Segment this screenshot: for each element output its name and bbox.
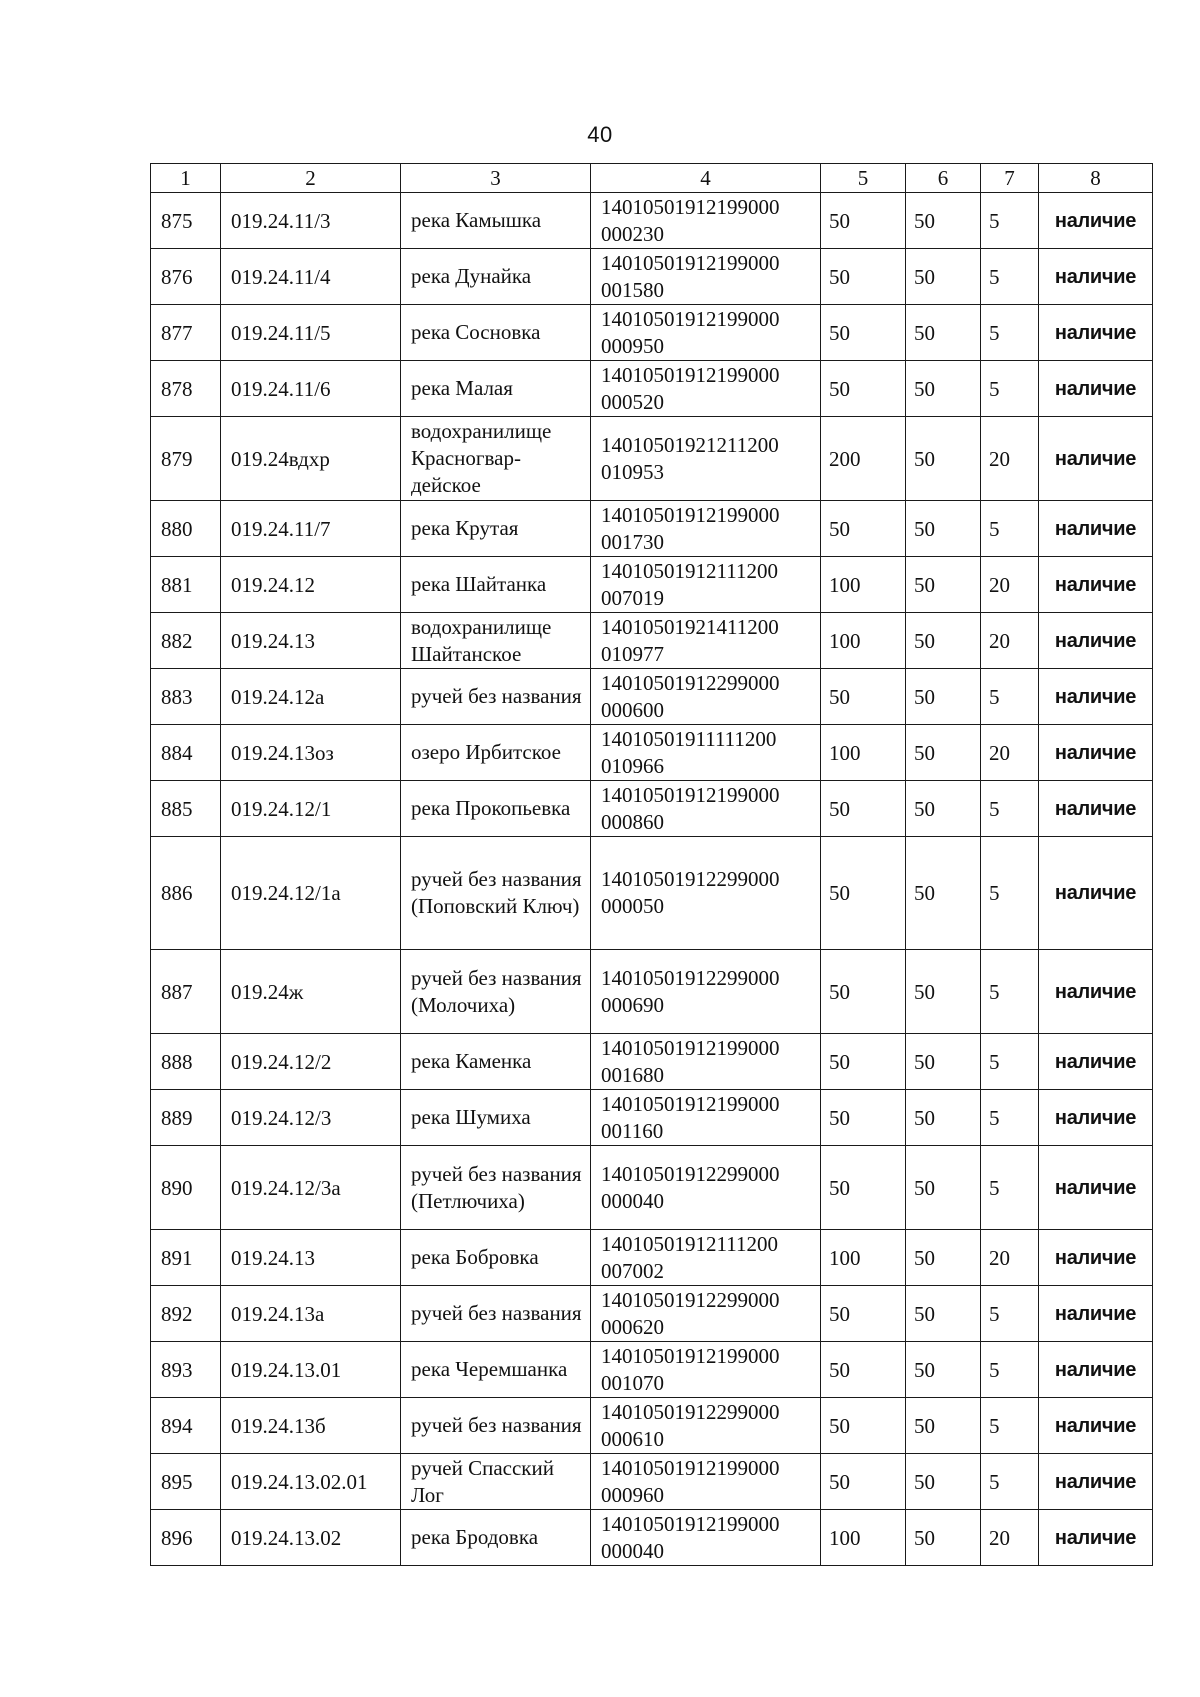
page-number: 40 <box>587 122 613 147</box>
cadastral-number-part1: 14010501912199000 <box>601 1511 780 1536</box>
water-body-name-cell: река Камышка <box>401 193 591 249</box>
column-5-cell: 50 <box>821 1454 906 1510</box>
column-6-cell: 50 <box>906 950 981 1034</box>
column-7-cell: 20 <box>981 1510 1039 1566</box>
row-number-cell: 888 <box>151 1034 221 1090</box>
cadastral-number-cell <box>591 557 821 613</box>
column-5-cell: 100 <box>821 557 906 613</box>
row-number-cell: 880 <box>151 501 221 557</box>
cadastral-number-part2: 010953 <box>601 459 664 484</box>
column-header: 5 <box>821 164 906 193</box>
code-cell: 019.24.11/3 <box>221 193 401 249</box>
table-row <box>151 361 1153 417</box>
cadastral-number-part1: 14010501912199000 <box>601 1091 780 1116</box>
cadastral-number-part1: 14010501912299000 <box>601 1161 780 1186</box>
cadastral-number-cell <box>591 501 821 557</box>
code-cell: 019.24.12/2 <box>221 1034 401 1090</box>
row-number-cell: 885 <box>151 781 221 837</box>
column-5-cell: 50 <box>821 1034 906 1090</box>
column-5-cell: 50 <box>821 1342 906 1398</box>
column-5-cell: 100 <box>821 1510 906 1566</box>
column-header: 3 <box>401 164 591 193</box>
code-cell: 019.24.12 <box>221 557 401 613</box>
cadastral-number-part2: 010966 <box>601 753 664 778</box>
column-5-cell: 50 <box>821 501 906 557</box>
cadastral-number-part1: 14010501912199000 <box>601 1343 780 1368</box>
column-5-cell: 50 <box>821 193 906 249</box>
cadastral-number-part1: 14010501912199000 <box>601 194 780 219</box>
code-cell: 019.24.13.01 <box>221 1342 401 1398</box>
row-number-cell: 890 <box>151 1146 221 1230</box>
code-cell: 019.24.13б <box>221 1398 401 1454</box>
status-cell: наличие <box>1039 193 1153 249</box>
column-5-cell: 50 <box>821 305 906 361</box>
cadastral-number-cell <box>591 1090 821 1146</box>
row-number-cell: 882 <box>151 613 221 669</box>
cadastral-number-part1: 14010501912199000 <box>601 1035 780 1060</box>
column-7-cell: 5 <box>981 249 1039 305</box>
cadastral-number-part2: 000050 <box>601 894 664 918</box>
row-number-cell: 893 <box>151 1342 221 1398</box>
water-bodies-table <box>150 163 1153 1566</box>
status-cell: наличие <box>1039 613 1153 669</box>
column-7-cell: 20 <box>981 557 1039 613</box>
code-cell: 019.24ж <box>221 950 401 1034</box>
code-cell: 019.24.13.02 <box>221 1510 401 1566</box>
column-7-cell: 20 <box>981 417 1039 501</box>
table-row <box>151 1454 1153 1510</box>
code-cell: 019.24.12/3а <box>221 1146 401 1230</box>
column-7-cell: 5 <box>981 361 1039 417</box>
column-6-cell: 50 <box>906 781 981 837</box>
column-7-cell: 5 <box>981 950 1039 1034</box>
water-body-name-cell: река Шумиха <box>401 1090 591 1146</box>
row-number-cell: 891 <box>151 1230 221 1286</box>
column-7-cell: 5 <box>981 669 1039 725</box>
column-7-cell: 5 <box>981 1090 1039 1146</box>
column-7-cell: 20 <box>981 613 1039 669</box>
water-body-name-cell: река Дунайка <box>401 249 591 305</box>
column-7-cell: 20 <box>981 1230 1039 1286</box>
column-6-cell: 50 <box>906 837 981 950</box>
table-row <box>151 725 1153 781</box>
row-number-cell: 881 <box>151 557 221 613</box>
column-6-cell: 50 <box>906 249 981 305</box>
column-6-cell: 50 <box>906 557 981 613</box>
cadastral-number-cell <box>591 1398 821 1454</box>
column-header: 1 <box>151 164 221 193</box>
row-number-cell: 876 <box>151 249 221 305</box>
table-row <box>151 669 1153 725</box>
table-body <box>151 193 1153 1566</box>
code-cell: 019.24.11/4 <box>221 249 401 305</box>
column-6-cell: 50 <box>906 1034 981 1090</box>
column-7-cell: 5 <box>981 1146 1039 1230</box>
column-5-cell: 50 <box>821 1090 906 1146</box>
cadastral-number-cell <box>591 837 821 950</box>
water-body-name-cell: река Черемшанка <box>401 1342 591 1398</box>
status-cell: наличие <box>1039 305 1153 361</box>
column-6-cell: 50 <box>906 1342 981 1398</box>
cadastral-number-cell <box>591 249 821 305</box>
column-7-cell: 5 <box>981 193 1039 249</box>
cadastral-number-cell <box>591 1034 821 1090</box>
column-5-cell: 50 <box>821 249 906 305</box>
cadastral-number-part2: 000860 <box>601 809 664 834</box>
status-cell: наличие <box>1039 1146 1153 1230</box>
cadastral-number-cell <box>591 1510 821 1566</box>
table-row <box>151 837 1153 950</box>
water-body-name-cell: ручей без названия <box>401 669 591 725</box>
status-cell: наличие <box>1039 249 1153 305</box>
cadastral-number-part1: 14010501912299000 <box>601 1399 780 1424</box>
cadastral-number-cell <box>591 1146 821 1230</box>
column-5-cell: 50 <box>821 781 906 837</box>
code-cell: 019.24.12/3 <box>221 1090 401 1146</box>
water-body-name-cell: ручей без названия (Петлючиха) <box>401 1146 591 1230</box>
column-6-cell: 50 <box>906 193 981 249</box>
cadastral-number-part1: 14010501912199000 <box>601 1455 780 1480</box>
status-cell: наличие <box>1039 417 1153 501</box>
column-6-cell: 50 <box>906 1454 981 1510</box>
table-row <box>151 249 1153 305</box>
column-6-cell: 50 <box>906 417 981 501</box>
column-6-cell: 50 <box>906 501 981 557</box>
cadastral-number-part2: 000620 <box>601 1314 664 1339</box>
cadastral-number-part2: 001730 <box>601 529 664 554</box>
water-body-name-cell: река Сосновка <box>401 305 591 361</box>
cadastral-number-cell <box>591 1230 821 1286</box>
column-6-cell: 50 <box>906 1510 981 1566</box>
column-5-cell: 100 <box>821 1230 906 1286</box>
status-cell: наличие <box>1039 725 1153 781</box>
cadastral-number-cell <box>591 781 821 837</box>
code-cell: 019.24вдхр <box>221 417 401 501</box>
column-5-cell: 50 <box>821 1398 906 1454</box>
table-row <box>151 1090 1153 1146</box>
cadastral-number-part2: 001070 <box>601 1370 664 1395</box>
column-6-cell: 50 <box>906 613 981 669</box>
column-5-cell: 100 <box>821 725 906 781</box>
cadastral-number-part2: 001680 <box>601 1062 664 1087</box>
cadastral-number-part1: 14010501911111200 <box>601 726 777 751</box>
cadastral-number-part2: 001160 <box>601 1118 664 1143</box>
table-row <box>151 1342 1153 1398</box>
cadastral-number-part2: 000040 <box>601 1188 664 1213</box>
status-cell: наличие <box>1039 950 1153 1034</box>
table-row <box>151 1146 1153 1230</box>
cadastral-number-part2: 001580 <box>601 277 664 302</box>
code-cell: 019.24.13 <box>221 1230 401 1286</box>
column-6-cell: 50 <box>906 1398 981 1454</box>
row-number-cell: 883 <box>151 669 221 725</box>
cadastral-number-part2: 000600 <box>601 697 664 722</box>
cadastral-number-part1: 14010501912299000 <box>601 670 780 695</box>
code-cell: 019.24.13а <box>221 1286 401 1342</box>
cadastral-number-cell <box>591 417 821 501</box>
code-cell: 019.24.12/1 <box>221 781 401 837</box>
table-row <box>151 501 1153 557</box>
status-cell: наличие <box>1039 1510 1153 1566</box>
column-6-cell: 50 <box>906 1090 981 1146</box>
row-number-cell: 887 <box>151 950 221 1034</box>
row-number-cell: 886 <box>151 837 221 950</box>
column-5-cell: 50 <box>821 1146 906 1230</box>
cadastral-number-cell <box>591 361 821 417</box>
cadastral-number-cell <box>591 1342 821 1398</box>
code-cell: 019.24.13.02.01 <box>221 1454 401 1510</box>
cadastral-number-part1: 14010501921411200 <box>601 614 779 639</box>
table-row <box>151 1230 1153 1286</box>
status-cell: наличие <box>1039 1090 1153 1146</box>
water-body-name-cell: водохранилище Шайтанское <box>401 613 591 669</box>
column-header: 2 <box>221 164 401 193</box>
cadastral-number-cell <box>591 669 821 725</box>
row-number-cell: 892 <box>151 1286 221 1342</box>
water-body-name-cell: река Бобровка <box>401 1230 591 1286</box>
cadastral-number-part1: 14010501912199000 <box>601 362 780 387</box>
cadastral-number-part2: 000610 <box>601 1426 664 1451</box>
cadastral-number-part1: 14010501912199000 <box>601 502 780 527</box>
column-7-cell: 5 <box>981 1398 1039 1454</box>
row-number-cell: 894 <box>151 1398 221 1454</box>
column-7-cell: 5 <box>981 305 1039 361</box>
column-6-cell: 50 <box>906 305 981 361</box>
column-6-cell: 50 <box>906 669 981 725</box>
status-cell: наличие <box>1039 1342 1153 1398</box>
cadastral-number-part2: 007002 <box>601 1258 664 1283</box>
table-row <box>151 950 1153 1034</box>
code-cell: 019.24.13 <box>221 613 401 669</box>
status-cell: наличие <box>1039 781 1153 837</box>
column-7-cell: 5 <box>981 1454 1039 1510</box>
status-cell: наличие <box>1039 837 1153 950</box>
water-body-name-cell: ручей Спасский Лог <box>401 1454 591 1510</box>
table-row <box>151 305 1153 361</box>
code-cell: 019.24.11/7 <box>221 501 401 557</box>
table-row <box>151 1286 1153 1342</box>
column-7-cell: 5 <box>981 1286 1039 1342</box>
cadastral-number-part1: 14010501912199000 <box>601 250 780 275</box>
table-header-row <box>151 164 1153 193</box>
cadastral-number-part1: 14010501912299000 <box>601 867 780 891</box>
row-number-cell: 878 <box>151 361 221 417</box>
cadastral-number-part2: 010977 <box>601 641 664 666</box>
water-body-name-cell: река Каменка <box>401 1034 591 1090</box>
water-body-name-cell: река Малая <box>401 361 591 417</box>
water-body-name-cell: ручей без названия <box>401 1398 591 1454</box>
code-cell: 019.24.11/5 <box>221 305 401 361</box>
cadastral-number-cell <box>591 950 821 1034</box>
code-cell: 019.24.12а <box>221 669 401 725</box>
column-5-cell: 50 <box>821 1286 906 1342</box>
status-cell: наличие <box>1039 1286 1153 1342</box>
column-5-cell: 50 <box>821 837 906 950</box>
table-row <box>151 781 1153 837</box>
column-6-cell: 50 <box>906 361 981 417</box>
status-cell: наличие <box>1039 557 1153 613</box>
cadastral-number-cell <box>591 725 821 781</box>
column-5-cell: 50 <box>821 669 906 725</box>
table-row <box>151 1398 1153 1454</box>
status-cell: наличие <box>1039 361 1153 417</box>
column-6-cell: 50 <box>906 1230 981 1286</box>
column-7-cell: 5 <box>981 837 1039 950</box>
cadastral-number-part1: 14010501912299000 <box>601 965 780 990</box>
code-cell: 019.24.12/1а <box>221 837 401 950</box>
column-7-cell: 5 <box>981 781 1039 837</box>
table-row <box>151 1510 1153 1566</box>
row-number-cell: 896 <box>151 1510 221 1566</box>
table-row <box>151 193 1153 249</box>
cadastral-number-part2: 000690 <box>601 992 664 1017</box>
water-body-name-cell: водохранилище Красногвар-дейское <box>401 417 591 501</box>
column-6-cell: 50 <box>906 1146 981 1230</box>
cadastral-number-cell <box>591 1454 821 1510</box>
status-cell: наличие <box>1039 1230 1153 1286</box>
cadastral-number-part2: 000520 <box>601 389 664 414</box>
status-cell: наличие <box>1039 1398 1153 1454</box>
table-row <box>151 557 1153 613</box>
row-number-cell: 895 <box>151 1454 221 1510</box>
cadastral-number-part1: 14010501912199000 <box>601 306 780 331</box>
column-7-cell: 5 <box>981 501 1039 557</box>
water-body-name-cell: озеро Ирбитское <box>401 725 591 781</box>
water-body-name-cell: река Крутая <box>401 501 591 557</box>
column-6-cell: 50 <box>906 725 981 781</box>
column-header: 6 <box>906 164 981 193</box>
code-cell: 019.24.11/6 <box>221 361 401 417</box>
table-row <box>151 613 1153 669</box>
cadastral-number-cell <box>591 1286 821 1342</box>
cadastral-number-part2: 000950 <box>601 333 664 358</box>
cadastral-number-part1: 14010501921211200 <box>601 432 779 457</box>
row-number-cell: 879 <box>151 417 221 501</box>
cadastral-number-part2: 000040 <box>601 1538 664 1563</box>
code-cell: 019.24.13оз <box>221 725 401 781</box>
column-5-cell: 50 <box>821 361 906 417</box>
column-7-cell: 5 <box>981 1034 1039 1090</box>
column-7-cell: 20 <box>981 725 1039 781</box>
cadastral-number-part2: 000230 <box>601 221 664 246</box>
cadastral-number-cell <box>591 613 821 669</box>
column-header: 8 <box>1039 164 1153 193</box>
row-number-cell: 889 <box>151 1090 221 1146</box>
column-header: 4 <box>591 164 821 193</box>
status-cell: наличие <box>1039 1454 1153 1510</box>
column-5-cell: 100 <box>821 613 906 669</box>
water-body-name-cell: ручей без названия (Молочиха) <box>401 950 591 1034</box>
water-body-name-cell: ручей без названия <box>401 1286 591 1342</box>
column-6-cell: 50 <box>906 1286 981 1342</box>
water-body-name-cell: ручей без названия (Поповский Ключ) <box>401 837 591 950</box>
cadastral-number-part1: 14010501912199000 <box>601 782 780 807</box>
column-5-cell: 50 <box>821 950 906 1034</box>
cadastral-number-part1: 14010501912299000 <box>601 1287 780 1312</box>
water-body-name-cell: река Бродовка <box>401 1510 591 1566</box>
column-7-cell: 5 <box>981 1342 1039 1398</box>
cadastral-number-part1: 14010501912111200 <box>601 1231 778 1256</box>
water-body-name-cell: река Прокопьевка <box>401 781 591 837</box>
cadastral-number-cell <box>591 305 821 361</box>
row-number-cell: 884 <box>151 725 221 781</box>
row-number-cell: 877 <box>151 305 221 361</box>
row-number-cell: 875 <box>151 193 221 249</box>
status-cell: наличие <box>1039 669 1153 725</box>
column-header: 7 <box>981 164 1039 193</box>
table-row <box>151 1034 1153 1090</box>
cadastral-number-part2: 007019 <box>601 585 664 610</box>
water-body-name-cell: река Шайтанка <box>401 557 591 613</box>
water-bodies-table-container <box>150 163 1152 1566</box>
table-row <box>151 417 1153 501</box>
cadastral-number-part1: 14010501912111200 <box>601 558 778 583</box>
column-5-cell: 200 <box>821 417 906 501</box>
status-cell: наличие <box>1039 501 1153 557</box>
cadastral-number-part2: 000960 <box>601 1482 664 1507</box>
status-cell: наличие <box>1039 1034 1153 1090</box>
cadastral-number-cell <box>591 193 821 249</box>
